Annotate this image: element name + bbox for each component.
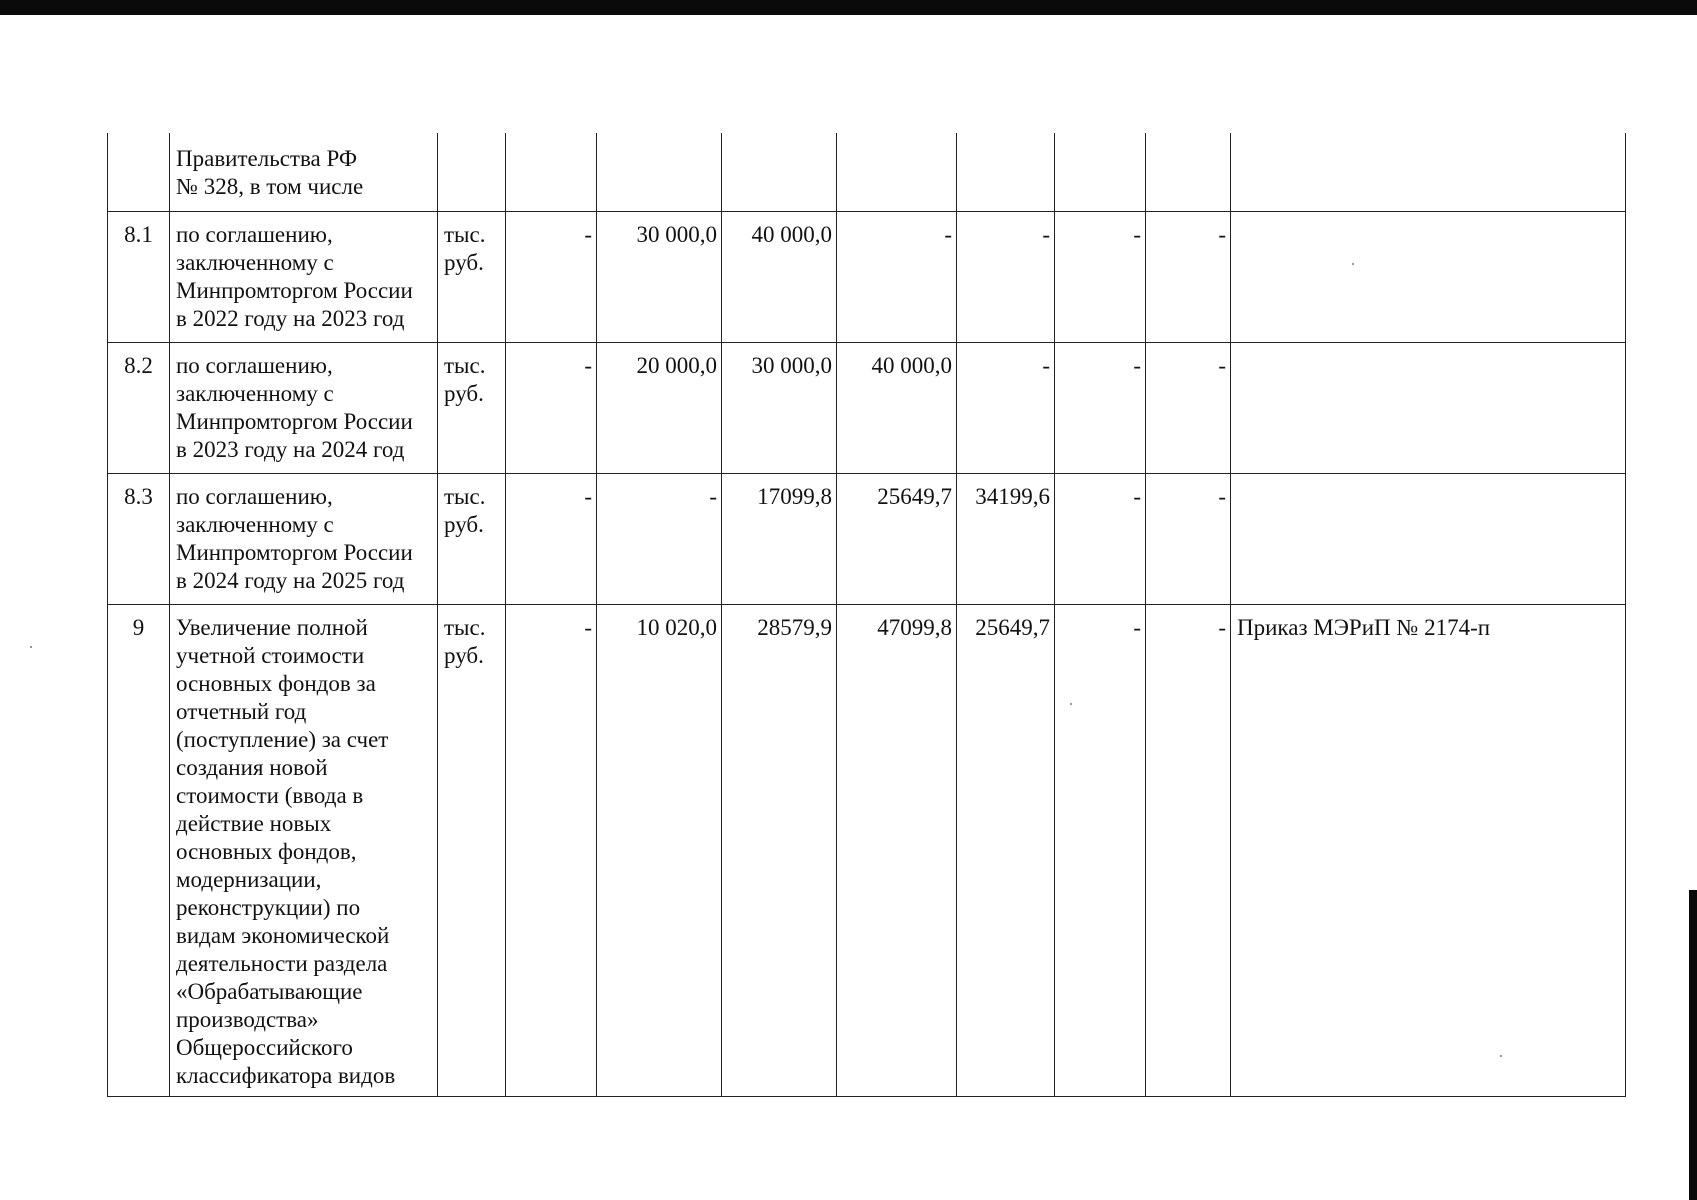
value-cell: - [1055,211,1146,342]
value-cell: 40 000,0 [837,342,957,473]
description-line: основных фондов за [176,670,376,696]
source-document [1231,133,1626,211]
unit-of-measure: тыс. руб. [438,604,506,1096]
description-line: в 2024 году на 2025 год [176,567,405,593]
description-line: модернизации, [176,866,322,892]
value-cell [957,133,1055,211]
unit-of-measure: тыс. руб. [438,211,506,342]
description-line: по соглашению, [176,352,333,378]
source-document [1231,342,1626,473]
table-row [108,604,1626,1096]
description-line: заключенному с [176,511,334,537]
value-cell: 30 000,0 [722,342,837,473]
description-line: деятельности раздела [176,950,388,976]
description-line: реконструкции) по [176,894,361,920]
row-number [108,133,170,211]
unit-of-measure: тыс. руб. [438,473,506,604]
value-cell: 28579,9 [722,604,837,1096]
value-cell: - [1146,211,1231,342]
value-cell: 40 000,0 [722,211,837,342]
description-line: по соглашению, [176,483,333,509]
value-cell: - [837,211,957,342]
scan-border-top [0,0,1697,15]
description-line: учетной стоимости [176,642,365,668]
description-line: Правительства РФ [176,146,358,171]
value-cell: - [1146,473,1231,604]
value-cell: 20 000,0 [597,342,722,473]
description-line: по соглашению, [176,221,333,247]
value-cell: - [957,211,1055,342]
value-cell: - [1055,473,1146,604]
value-cell: - [506,211,597,342]
description-line: Минпромторгом России [176,408,413,434]
row-number: 9 [108,604,170,1096]
description-line: Минпромторгом России [176,539,413,565]
value-cell [722,133,837,211]
value-cell: 17099,8 [722,473,837,604]
value-cell: 25649,7 [837,473,957,604]
indicator-description [170,473,438,604]
value-cell: - [597,473,722,604]
description-line: Увеличение полной [176,614,368,640]
value-cell: 10 020,0 [597,604,722,1096]
description-line: № 328, в том числе [176,174,364,199]
indicators-table [107,133,1626,1097]
description-line: производства» [176,1006,319,1032]
value-cell [837,133,957,211]
row-number: 8.3 [108,473,170,604]
table-row [108,342,1626,473]
description-line: действие новых [176,810,332,836]
source-document: Приказ МЭРиП № 2174-п [1231,604,1626,1096]
source-document [1231,211,1626,342]
value-cell: 25649,7 [957,604,1055,1096]
value-cell: - [1146,604,1231,1096]
table-row [108,133,1626,211]
row-number: 8.2 [108,342,170,473]
value-cell: - [957,342,1055,473]
row-number: 8.1 [108,211,170,342]
unit-of-measure: тыс. руб. [438,342,506,473]
description-line: заключенному с [176,380,334,406]
description-line: создания новой [176,754,328,780]
value-cell: 34199,6 [957,473,1055,604]
value-cell [506,133,597,211]
value-cell: - [506,604,597,1096]
description-line: отчетный год [176,698,307,724]
table-row [108,211,1626,342]
scan-speck [30,646,32,648]
value-cell [1146,133,1231,211]
description-line: (поступление) за счет [176,726,389,752]
description-line: классификатора видов [176,1062,396,1088]
description-line: «Обрабатывающие [176,978,363,1004]
value-cell: 47099,8 [837,604,957,1096]
value-cell: - [1055,604,1146,1096]
description-line: в 2022 году на 2023 год [176,305,405,331]
description-line: основных фондов, [176,838,357,864]
indicator-description [170,342,438,473]
description-line: в 2023 году на 2024 год [176,436,405,462]
indicator-description [170,604,438,1096]
value-cell: - [1146,342,1231,473]
source-document [1231,473,1626,604]
description-line: видам экономической [176,922,390,948]
table-body [108,133,1626,1096]
scan-border-right [1689,890,1697,1200]
value-cell [597,133,722,211]
indicator-description [170,211,438,342]
description-line: стоимости (ввода в [176,782,364,808]
description-line: заключенному с [176,249,334,275]
value-cell: 30 000,0 [597,211,722,342]
value-cell: - [506,342,597,473]
table-row [108,473,1626,604]
unit-of-measure [438,133,506,211]
indicator-description [170,133,438,211]
value-cell: - [1055,342,1146,473]
description-line: Общероссийского [176,1034,353,1060]
value-cell [1055,133,1146,211]
value-cell: - [506,473,597,604]
description-line: Минпромторгом России [176,277,413,303]
